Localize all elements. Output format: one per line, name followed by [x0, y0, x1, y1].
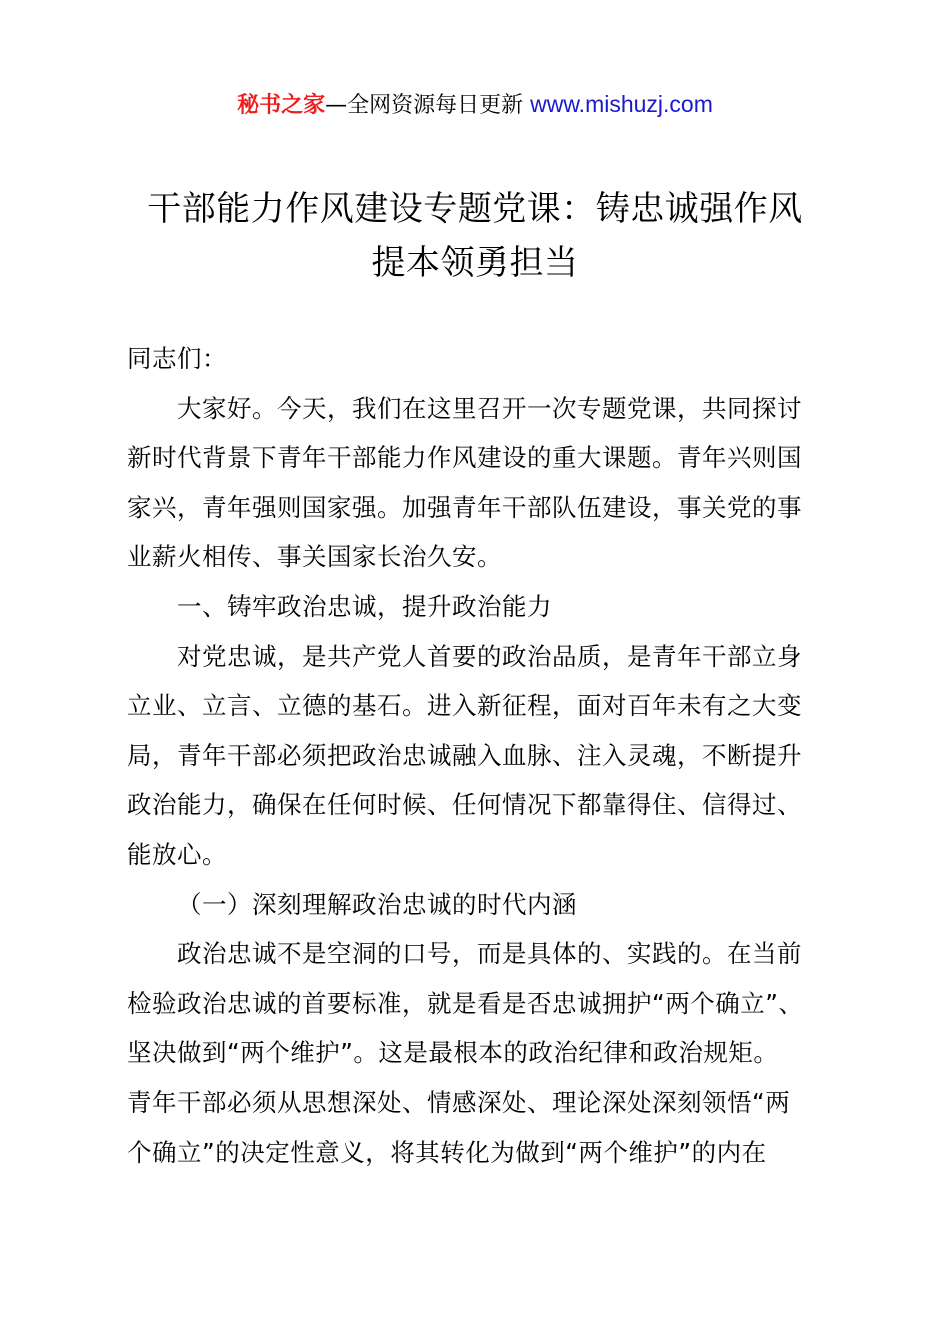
paragraph-line: 业薪火相传、事关国家长治久安。	[127, 542, 502, 572]
salutation: 同志们：	[127, 344, 227, 373]
paragraph-line: 检验政治忠诚的首要标准，就是看是否忠诚拥护“两个确立”、	[127, 988, 804, 1018]
section1-paragraph	[127, 632, 847, 880]
site-banner	[0, 86, 950, 124]
section-heading: 一、铸牢政治忠诚，提升政治能力	[177, 591, 552, 621]
title-line: 干部能力作风建设专题党课：铸忠诚强作风	[147, 189, 803, 229]
paragraph-line: 能放心。	[127, 839, 227, 869]
document-title	[0, 182, 950, 290]
paragraph-line: 对党忠诚，是共产党人首要的政治品质，是青年干部立身	[177, 641, 802, 671]
paragraph-line: 青年干部必须从思想深处、情感深处、理论深处深刻领悟“两	[127, 1087, 791, 1117]
site-slogan: —全网资源每日更新	[325, 93, 524, 118]
paragraph-line: 立业、立言、立德的基石。进入新征程，面对百年未有之大变	[127, 691, 802, 721]
paragraph-line: 坚决做到“两个维护”。这是最根本的政治纪律和政治规矩。	[127, 1038, 779, 1068]
intro-paragraph	[127, 384, 847, 582]
paragraph-line: 家兴，青年强则国家强。加强青年干部队伍建设，事关党的事	[127, 492, 802, 522]
site-url-link[interactable]: www.mishuzj.com	[530, 91, 713, 117]
subsection-heading: （一）深刻理解政治忠诚的时代内涵	[177, 889, 577, 919]
paragraph-line: 政治能力，确保在任何时候、任何情况下都靠得住、信得过、	[127, 790, 802, 820]
paragraph-line: 大家好。今天，我们在这里召开一次专题党课，共同探讨	[177, 393, 802, 423]
subsection1-paragraph	[127, 929, 847, 1177]
paragraph-line: 个确立”的决定性意义，将其转化为做到“两个维护”的内在	[127, 1137, 767, 1167]
paragraph-line: 政治忠诚不是空洞的口号，而是具体的、实践的。在当前	[177, 939, 802, 969]
site-brand: 秘书之家	[237, 93, 326, 118]
title-line: 提本领勇担当	[371, 243, 579, 283]
paragraph-line: 局，青年干部必须把政治忠诚融入血脉、注入灵魂，不断提升	[127, 740, 802, 770]
document-body	[127, 334, 847, 1177]
paragraph-line: 新时代背景下青年干部能力作风建设的重大课题。青年兴则国	[127, 443, 802, 473]
